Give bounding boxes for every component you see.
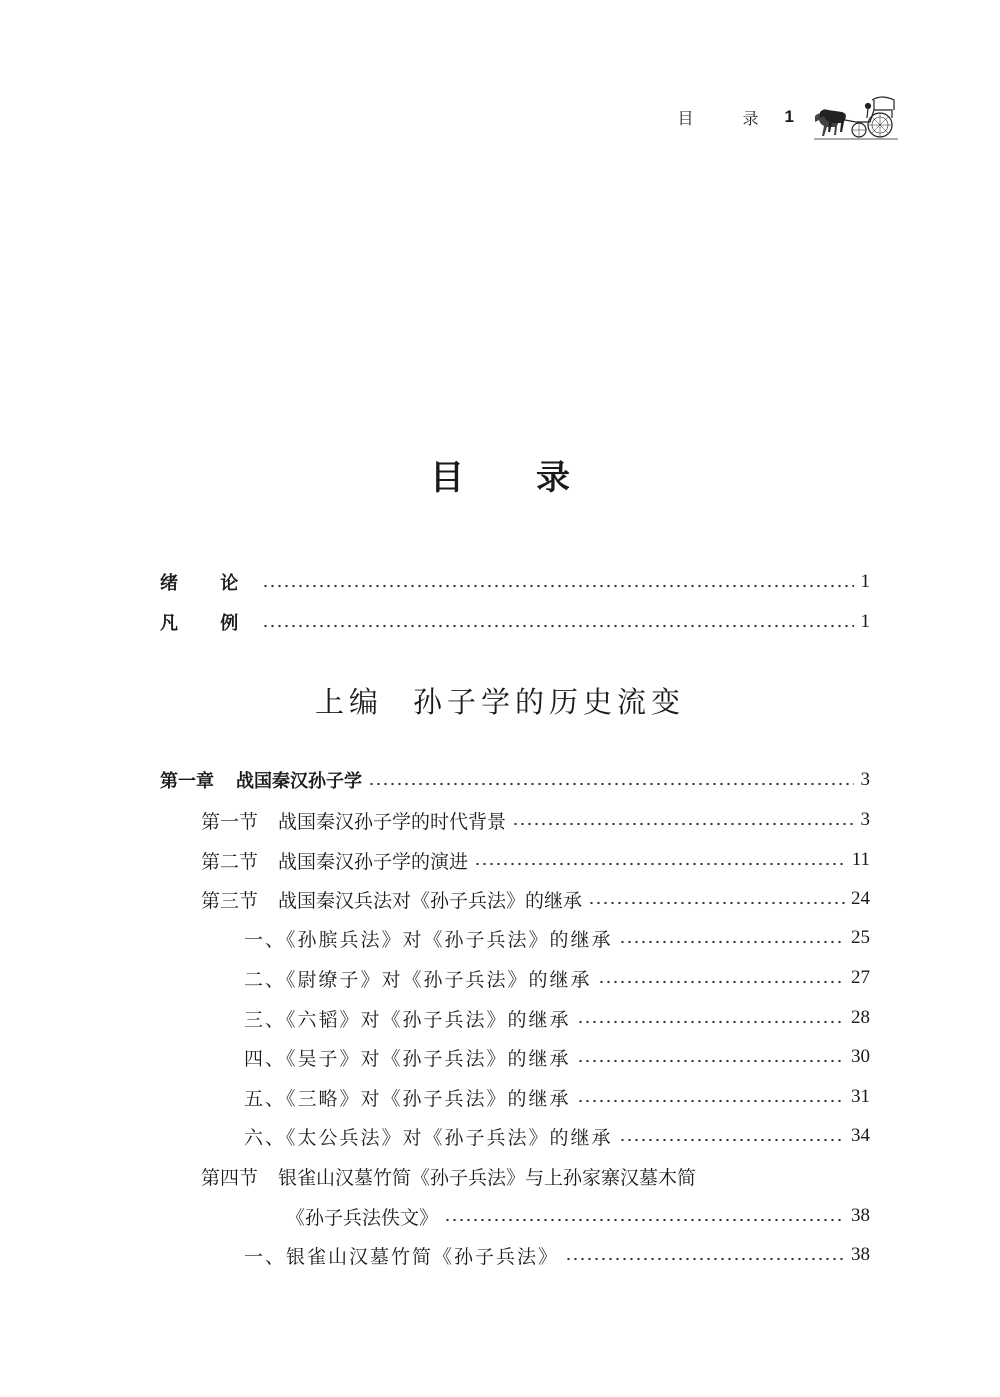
- chapter-number: 第一章: [160, 771, 214, 792]
- dot-leader: [619, 923, 845, 953]
- toc-entry-label: [201, 886, 582, 913]
- toc-entry-label: 二、《尉缭子》对《孙子兵法》的继承: [244, 968, 592, 991]
- toc-entry-page: 24: [851, 888, 870, 909]
- dot-leader: [512, 805, 854, 835]
- toc-entry-page: 3: [860, 809, 870, 830]
- toc-entry-introduction[interactable]: [160, 567, 870, 597]
- dot-leader: [619, 1121, 845, 1151]
- toc-entry-label: [201, 807, 506, 834]
- dot-leader: [577, 1082, 845, 1112]
- toc-entry-label: 绪 论: [160, 573, 257, 594]
- toc-entry-label: [160, 767, 362, 793]
- dot-leader: [444, 1201, 845, 1231]
- toc-entry-page: 27: [851, 967, 870, 988]
- section-number: 第三节: [201, 889, 259, 912]
- chapter-title: 战国秦汉孙子学: [236, 771, 362, 792]
- dot-leader: [577, 1042, 845, 1072]
- toc-entry-page: 11: [851, 849, 870, 870]
- part-number: 上编: [314, 685, 383, 719]
- dot-leader: [262, 567, 854, 597]
- toc-entry-subsection[interactable]: [244, 1042, 870, 1072]
- toc-entry-page: 34: [851, 1125, 870, 1146]
- toc-entry-chapter[interactable]: [160, 765, 870, 795]
- dot-leader: [577, 1003, 845, 1033]
- toc-entry-label: 一、银雀山汉墓竹简《孙子兵法》: [244, 1245, 560, 1268]
- dot-leader: [588, 884, 845, 914]
- toc-entry-page: 25: [851, 927, 870, 948]
- toc-entry-subsection[interactable]: [244, 1082, 870, 1112]
- toc-entry-conventions[interactable]: [160, 607, 870, 637]
- section-number: 第一节: [201, 810, 259, 833]
- section-title: 银雀山汉墓竹简《孙子兵法》与上孙家寨汉墓木简: [278, 1166, 697, 1189]
- section-number: 第二节: [201, 850, 259, 873]
- section-title: 战国秦汉兵法对《孙子兵法》的继承: [278, 889, 583, 912]
- toc-entry-page: 28: [851, 1007, 870, 1028]
- part-heading: [0, 680, 1000, 721]
- header-page-number: 1: [784, 107, 794, 126]
- toc-entry-label: 四、《吴子》对《孙子兵法》的继承: [244, 1047, 571, 1070]
- toc-entry-page: 31: [851, 1086, 870, 1107]
- toc-entry-page: 3: [860, 769, 870, 790]
- toc-entry-label: 一、《孙膑兵法》对《孙子兵法》的继承: [244, 928, 613, 951]
- toc-entry-label: 凡 例: [160, 613, 257, 634]
- toc-entry-label: 三、《六韬》对《孙子兵法》的继承: [244, 1008, 571, 1031]
- toc-entry-section[interactable]: [201, 845, 870, 875]
- toc-entry-subsection[interactable]: [244, 923, 870, 953]
- toc-entry-label: 五、《三略》对《孙子兵法》的继承: [244, 1087, 571, 1110]
- part-name: 孙子学的历史流变: [413, 685, 686, 719]
- toc-entry-subsection[interactable]: [244, 1003, 870, 1033]
- toc-entry-section[interactable]: [201, 805, 870, 835]
- toc-entry-subsection[interactable]: [244, 963, 870, 993]
- toc-entry-label: [201, 847, 468, 874]
- dot-leader: [565, 1240, 845, 1270]
- section-title-continued: 《孙子兵法佚文》: [286, 1206, 439, 1229]
- page-title: 目录: [430, 458, 642, 498]
- header-section-label: 目 录: [677, 108, 781, 128]
- toc-entry-section-line1[interactable]: [201, 1161, 696, 1191]
- section-title: 战国秦汉孙子学的演进: [278, 850, 469, 873]
- dot-leader: [262, 607, 854, 637]
- toc-entry-page: 1: [860, 571, 870, 592]
- toc-entry-label: 六、《太公兵法》对《孙子兵法》的继承: [244, 1126, 613, 1149]
- toc-entry-subsection[interactable]: [244, 1121, 870, 1151]
- dot-leader: [368, 765, 854, 795]
- section-title: 战国秦汉孙子学的时代背景: [278, 810, 507, 833]
- dot-leader: [474, 845, 846, 875]
- toc-entry-page: 1: [860, 611, 870, 632]
- section-number: 第四节: [201, 1166, 259, 1189]
- toc-entry-page: 30: [851, 1046, 870, 1067]
- toc-entry-subsection[interactable]: [244, 1240, 870, 1270]
- running-header: [677, 92, 900, 142]
- toc-entry-section-line2[interactable]: [286, 1201, 870, 1231]
- toc-entry-page: 38: [851, 1205, 870, 1226]
- toc-entry-section[interactable]: [201, 884, 870, 914]
- toc-entry-page: 38: [851, 1244, 870, 1265]
- dot-leader: [598, 963, 845, 993]
- horse-carriage-icon: [812, 92, 900, 142]
